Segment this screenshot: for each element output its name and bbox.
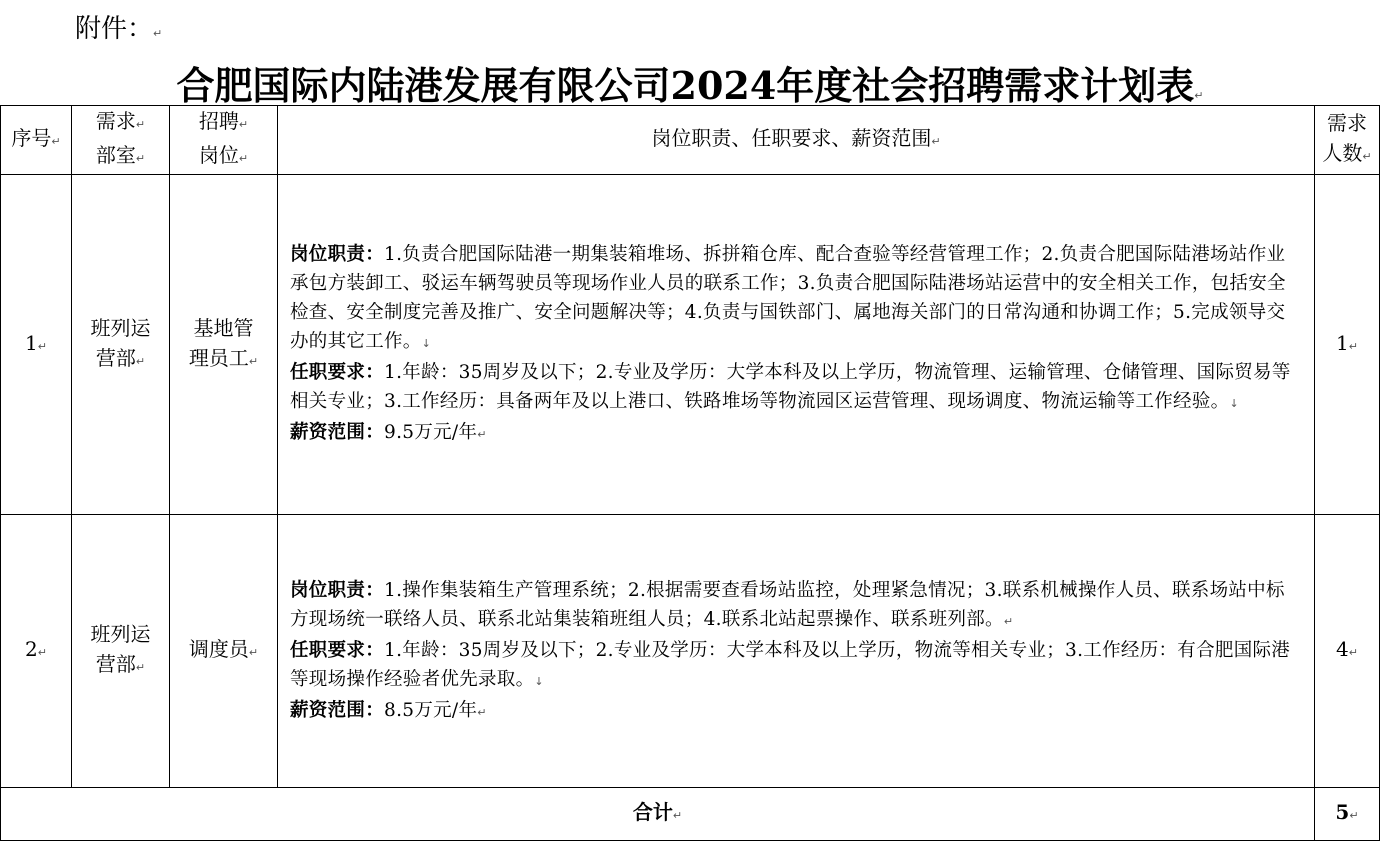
paragraph-mark-icon: ↵ <box>135 354 146 368</box>
paragraph-mark-icon: ↵ <box>1349 809 1359 822</box>
paragraph-mark-icon: ↵ <box>672 809 683 822</box>
table-row <box>1 515 1380 788</box>
page-title: 合肥国际内陆港发展有限公司2024年度社会招聘需求计划表↵ <box>176 63 1204 108</box>
paragraph-mark-icon: ↓ <box>1229 397 1239 410</box>
header-count: 需求 人数↵ <box>1315 106 1380 175</box>
paragraph-mark-icon: ↵ <box>153 27 163 40</box>
header-dept: 需求↵ 部室↵ <box>72 106 170 175</box>
paragraph-mark-icon: ↵ <box>51 135 61 148</box>
duties-paragraph: 岗位职责：1.操作集装箱生产管理系统；2.根据需要查看场站监控，处理紧急情况；3.联系机械操作人员、联系场站中标方现场统一联络人员、联系北站集装箱班组人员；4.联系北站起票操作、联系班列部。↵ <box>290 579 1285 630</box>
row-no: 1↵ <box>1 175 72 515</box>
paragraph-mark-icon: ↵ <box>135 152 146 165</box>
row-no: 2↵ <box>1 515 72 788</box>
header-detail: 岗位职责、任职要求、薪资范围↵ <box>278 106 1315 175</box>
paragraph-mark-icon: ↵ <box>1003 614 1014 628</box>
row-dept: 班列运 营部↵ <box>72 515 170 788</box>
table-row <box>1 175 1380 515</box>
row-position: 调度员↵ <box>170 515 278 788</box>
salary-paragraph: 薪资范围：8.5万元/年↵ <box>290 699 487 721</box>
paragraph-mark-icon: ↵ <box>238 118 249 131</box>
attachment-label: 附件：↵ <box>75 14 163 44</box>
total-count: 5↵ <box>1315 788 1380 841</box>
row-position: 基地管 理员工↵ <box>170 175 278 515</box>
total-label: 合计↵ <box>1 788 1315 841</box>
paragraph-mark-icon: ↵ <box>1348 646 1358 659</box>
paragraph-mark-icon: ↵ <box>1348 339 1358 353</box>
header-no: 序号↵ <box>1 106 72 175</box>
requirements-paragraph: 任职要求：1.年龄：35周岁及以下；2.专业及学历：大学本科及以上学历，物流管理、运输管理、仓储管理、国际贸易等相关专业；3.工作经历：具备两年及以上港口、铁路堆场等物流园区运营管理、现场调度、物流运输等工作经验。↓ <box>290 362 1291 412</box>
paragraph-mark-icon: ↵ <box>248 354 259 368</box>
recruitment-plan-table <box>0 105 1380 841</box>
paragraph-mark-icon: ↵ <box>248 646 259 659</box>
row-count: 4↵ <box>1315 515 1380 788</box>
duties-paragraph: 岗位职责：1.负责合肥国际陆港一期集装箱堆场、拆拼箱仓库、配合查验等经营管理工作；2.负责合肥国际陆港场站作业承包方装卸工、驳运车辆驾驶员等现场作业人员的联系工作；3.负责合肥国际陆港场站运营中的安全相关工作，包括安全检查、安全制度完善及推广、安全问题解决等；4.负责与国铁部门、属地海关部门的日常沟通和协调工作；5.完成领导交办的其它工作。↓ <box>290 244 1286 352</box>
salary-paragraph: 薪资范围：9.5万元/年↵ <box>290 422 487 443</box>
paragraph-mark-icon: ↵ <box>1194 89 1204 102</box>
requirements-paragraph: 任职要求：1.年龄：35周岁及以下；2.专业及学历：大学本科及以上学历，物流等相关专业；3.工作经历：有合肥国际港等现场操作经验者优先录取。↓ <box>290 639 1291 690</box>
paragraph-mark-icon: ↵ <box>135 661 146 674</box>
paragraph-mark-icon: ↓ <box>534 674 544 688</box>
paragraph-mark-icon: ↵ <box>477 428 487 441</box>
row-detail <box>278 515 1315 788</box>
row-count: 1↵ <box>1315 175 1380 515</box>
paragraph-mark-icon: ↵ <box>1362 150 1372 163</box>
paragraph-mark-icon: ↵ <box>477 705 487 719</box>
paragraph-mark-icon: ↵ <box>37 646 47 659</box>
paragraph-mark-icon: ↵ <box>238 152 249 165</box>
paragraph-mark-icon: ↵ <box>931 135 941 148</box>
table-header-row <box>1 106 1380 175</box>
header-position: 招聘↵ 岗位↵ <box>170 106 278 175</box>
total-row <box>1 788 1380 841</box>
paragraph-mark-icon: ↓ <box>421 337 432 350</box>
paragraph-mark-icon: ↵ <box>37 339 47 353</box>
paragraph-mark-icon: ↵ <box>135 118 146 131</box>
row-detail <box>278 175 1315 515</box>
row-dept: 班列运 营部↵ <box>72 175 170 515</box>
